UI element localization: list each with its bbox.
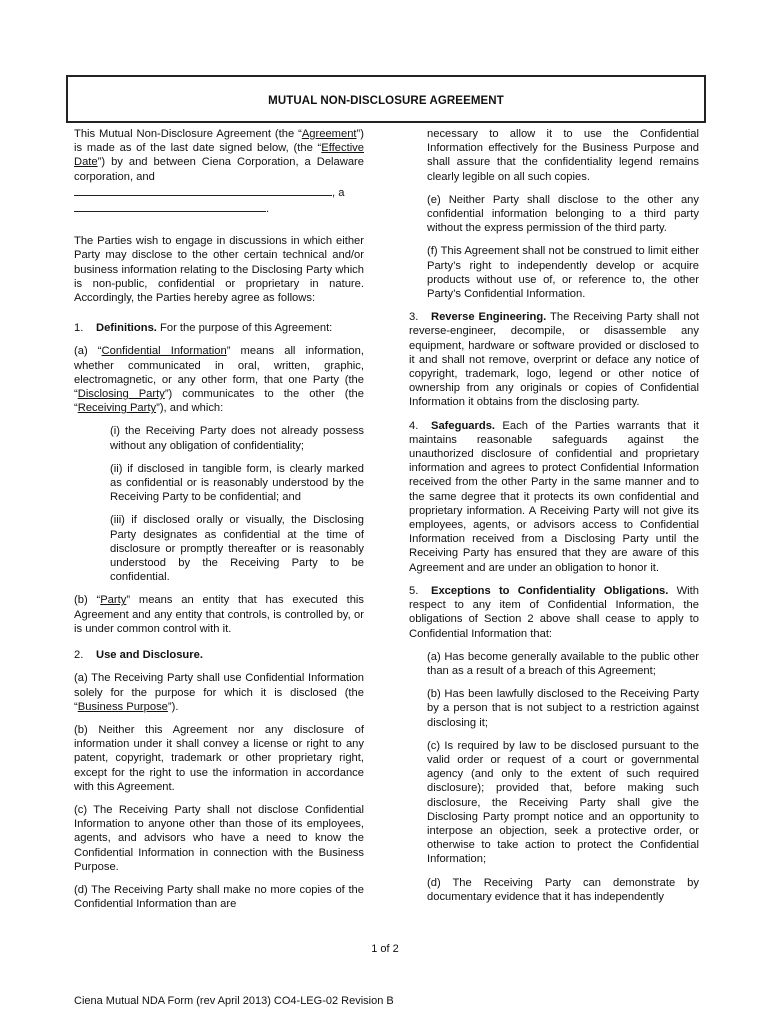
section-5 (409, 584, 699, 641)
section-5c: (c) Is required by law to be disclosed pursuant to the valid order or request of a court or governmental agency (and only to the extent of such required disclosure); provided that, before making such disclosure, the Receiving Party shall give the Disclosing Party prompt notice and an opportunity to interpose an objection, seek a protective order, or otherwise to take action to protect the Confidential Information; (427, 739, 699, 866)
defined-term-party: Party (100, 594, 127, 607)
section-number: 4. (409, 419, 419, 432)
defined-term-effective-date: Effective Date (74, 142, 364, 169)
defined-term-disclosing-party: Disclosing Party (77, 388, 165, 401)
intro-text: . (266, 203, 270, 216)
section-1b (74, 593, 364, 636)
counterparty-entity-blank[interactable] (74, 200, 266, 212)
section-number: 2. (74, 649, 84, 662)
section-2c: (c) The Receiving Party shall not disclose Confidential Information to anyone other than those of its employees, agents, and advisors who have a need to know the Confidential Information in connection with the Business Purpose. (74, 803, 364, 873)
section-text: With respect to any item of Confidential Information, the obligations of Section 2 above shall cease to apply to Confidential Information that: (409, 584, 699, 640)
section-5d: (d) The Receiving Party can demonstrate by documentary evidence that it has independently (427, 876, 699, 903)
section-number: 1. (74, 322, 84, 335)
defined-term-agreement: Agreement (301, 128, 357, 140)
section-1a (74, 344, 364, 415)
section-number: 3. (409, 311, 419, 324)
section-1a-i: (i) the Receiving Party does not already possess without any obligation of confidentiality; (110, 425, 364, 452)
intro-paragraph (74, 127, 364, 216)
section-heading: Safeguards. (431, 419, 496, 432)
section-heading: Definitions. (96, 322, 157, 335)
counterparty-name-blank[interactable] (74, 184, 332, 196)
defined-term-business-purpose: Business Purpose (77, 700, 168, 713)
defined-term-confidential-information: Confidential Information (101, 345, 227, 358)
section-2d: (d) The Receiving Party shall make no more copies of the Confidential Information than are (74, 883, 364, 911)
clause-text: (b) “ (74, 594, 101, 607)
section-2e: (e) Neither Party shall disclose to the other any confidential information belonging to a third party without the express permission of the third party. (427, 193, 699, 235)
recital-paragraph: The Parties wish to engage in discussions in which either Party may disclose to the other certain technical and/or business information relating to the Disclosing Party which is non-public, confidential or proprietary in nature. Accordingly, the Parties hereby agree as follows: (74, 235, 364, 305)
section-heading: Use and Disclosure. (96, 649, 203, 662)
section-text: Each of the Parties warrants that it maintains reasonable safeguards against the unauthorized disclosure of confidential and proprietary information and agrees to protect Confidential Information received from the other Party in the same manner and to the same degree that it protects its own confidential and proprietary information. A Receiving Party will not give its employees, agents, or advisors access to Confidential Information received from a Disclosing Party until the Receiving Party has ensured that they are aware of this Agreement and are under an obligation to honor it. (409, 419, 699, 574)
footer-text: Ciena Mutual NDA Form (rev April 2013) CO4-LEG-02 Revision B (74, 995, 394, 1007)
right-column (409, 127, 699, 913)
clause-text: ”) communicates to the other (the “ (74, 388, 365, 415)
section-5b: (b) Has been lawfully disclosed to the Receiving Party by a person that is not subject to a restriction against disclosing it; (427, 688, 699, 729)
clause-text: ”). (167, 700, 179, 713)
section-heading: Exceptions to Confidentiality Obligations. (431, 584, 669, 597)
intro-text: This Mutual Non-Disclosure Agreement (the “ (74, 128, 302, 140)
intro-text: , a (332, 186, 345, 199)
section-heading: Reverse Engineering. (431, 311, 547, 324)
section-2d-continued: necessary to allow it to use the Confidential Information effectively for the Business Purpose and shall assure that the confidentiality legend remains clearly legible on all such copies. (427, 128, 699, 183)
intro-text: ”) by and between Ciena Corporation, a Delaware corporation, and (74, 156, 364, 183)
section-1-heading (74, 321, 364, 335)
section-2-heading (74, 648, 364, 662)
intro-text: ”) is made as of the last date signed below, (the “ (74, 128, 364, 155)
clause-text: ” means an entity that has executed this Agreement and any entity that controls, is controlled by, or is under common control with it. (74, 594, 364, 635)
section-text: For the purpose of this Agreement: (156, 322, 333, 335)
section-2b: (b) Neither this Agreement nor any disclosure of information under it shall convey a license or right to any patent, copyright, trademark or other proprietary right, except for the right to use the information in accordance with this Agreement. (74, 723, 364, 793)
section-1a-iii: (iii) if disclosed orally or visually, the Disclosing Party designates as confidential at the time of disclosure or promptly thereafter or is reasonably understood by the Receiving Party to be confidential. (110, 514, 364, 584)
clause-text: (a) “ (74, 345, 102, 358)
clause-text: ” means all information, whether communicated in oral, written, graphic, electromagnetic, or any other form, that one Party (the “ (74, 345, 364, 401)
defined-term-receiving-party: Receiving Party (77, 402, 157, 415)
section-3 (409, 310, 699, 409)
clause-text: (a) The Receiving Party shall use Confidential Information solely for the purpose for which it is disclosed (the “ (74, 672, 364, 713)
section-2f: (f) This Agreement shall not be construed to limit either Party’s right to independently develop or acquire products without use of, or reference to, the other Party’s Confidential Information. (427, 245, 699, 301)
section-5a: (a) Has become generally available to the public other than as a result of a breach of this Agreement; (427, 650, 699, 677)
left-column (74, 127, 364, 920)
page-number: 1 of 2 (371, 943, 399, 955)
section-1a-ii: (ii) if disclosed in tangible form, is clearly marked as confidential or is reasonably understood by the Receiving Party to be confidential; and (110, 462, 364, 504)
title-box (66, 75, 706, 123)
section-number: 5. (409, 584, 419, 597)
document-title: MUTUAL NON-DISCLOSURE AGREEMENT (268, 95, 504, 107)
section-text: The Receiving Party shall not reverse-engineer, decompile, or disassemble any equipment, hardware or software provided or disclosed to it and shall not remove, overprint or deface any notice of copyright, trademark, logo, legend or other notice of ownership from any originals or copies of Confidential Information it obtains from the disclosing party. (409, 311, 700, 409)
section-4 (409, 419, 699, 575)
section-2a (74, 671, 364, 714)
clause-text: ”), and which: (156, 402, 224, 415)
